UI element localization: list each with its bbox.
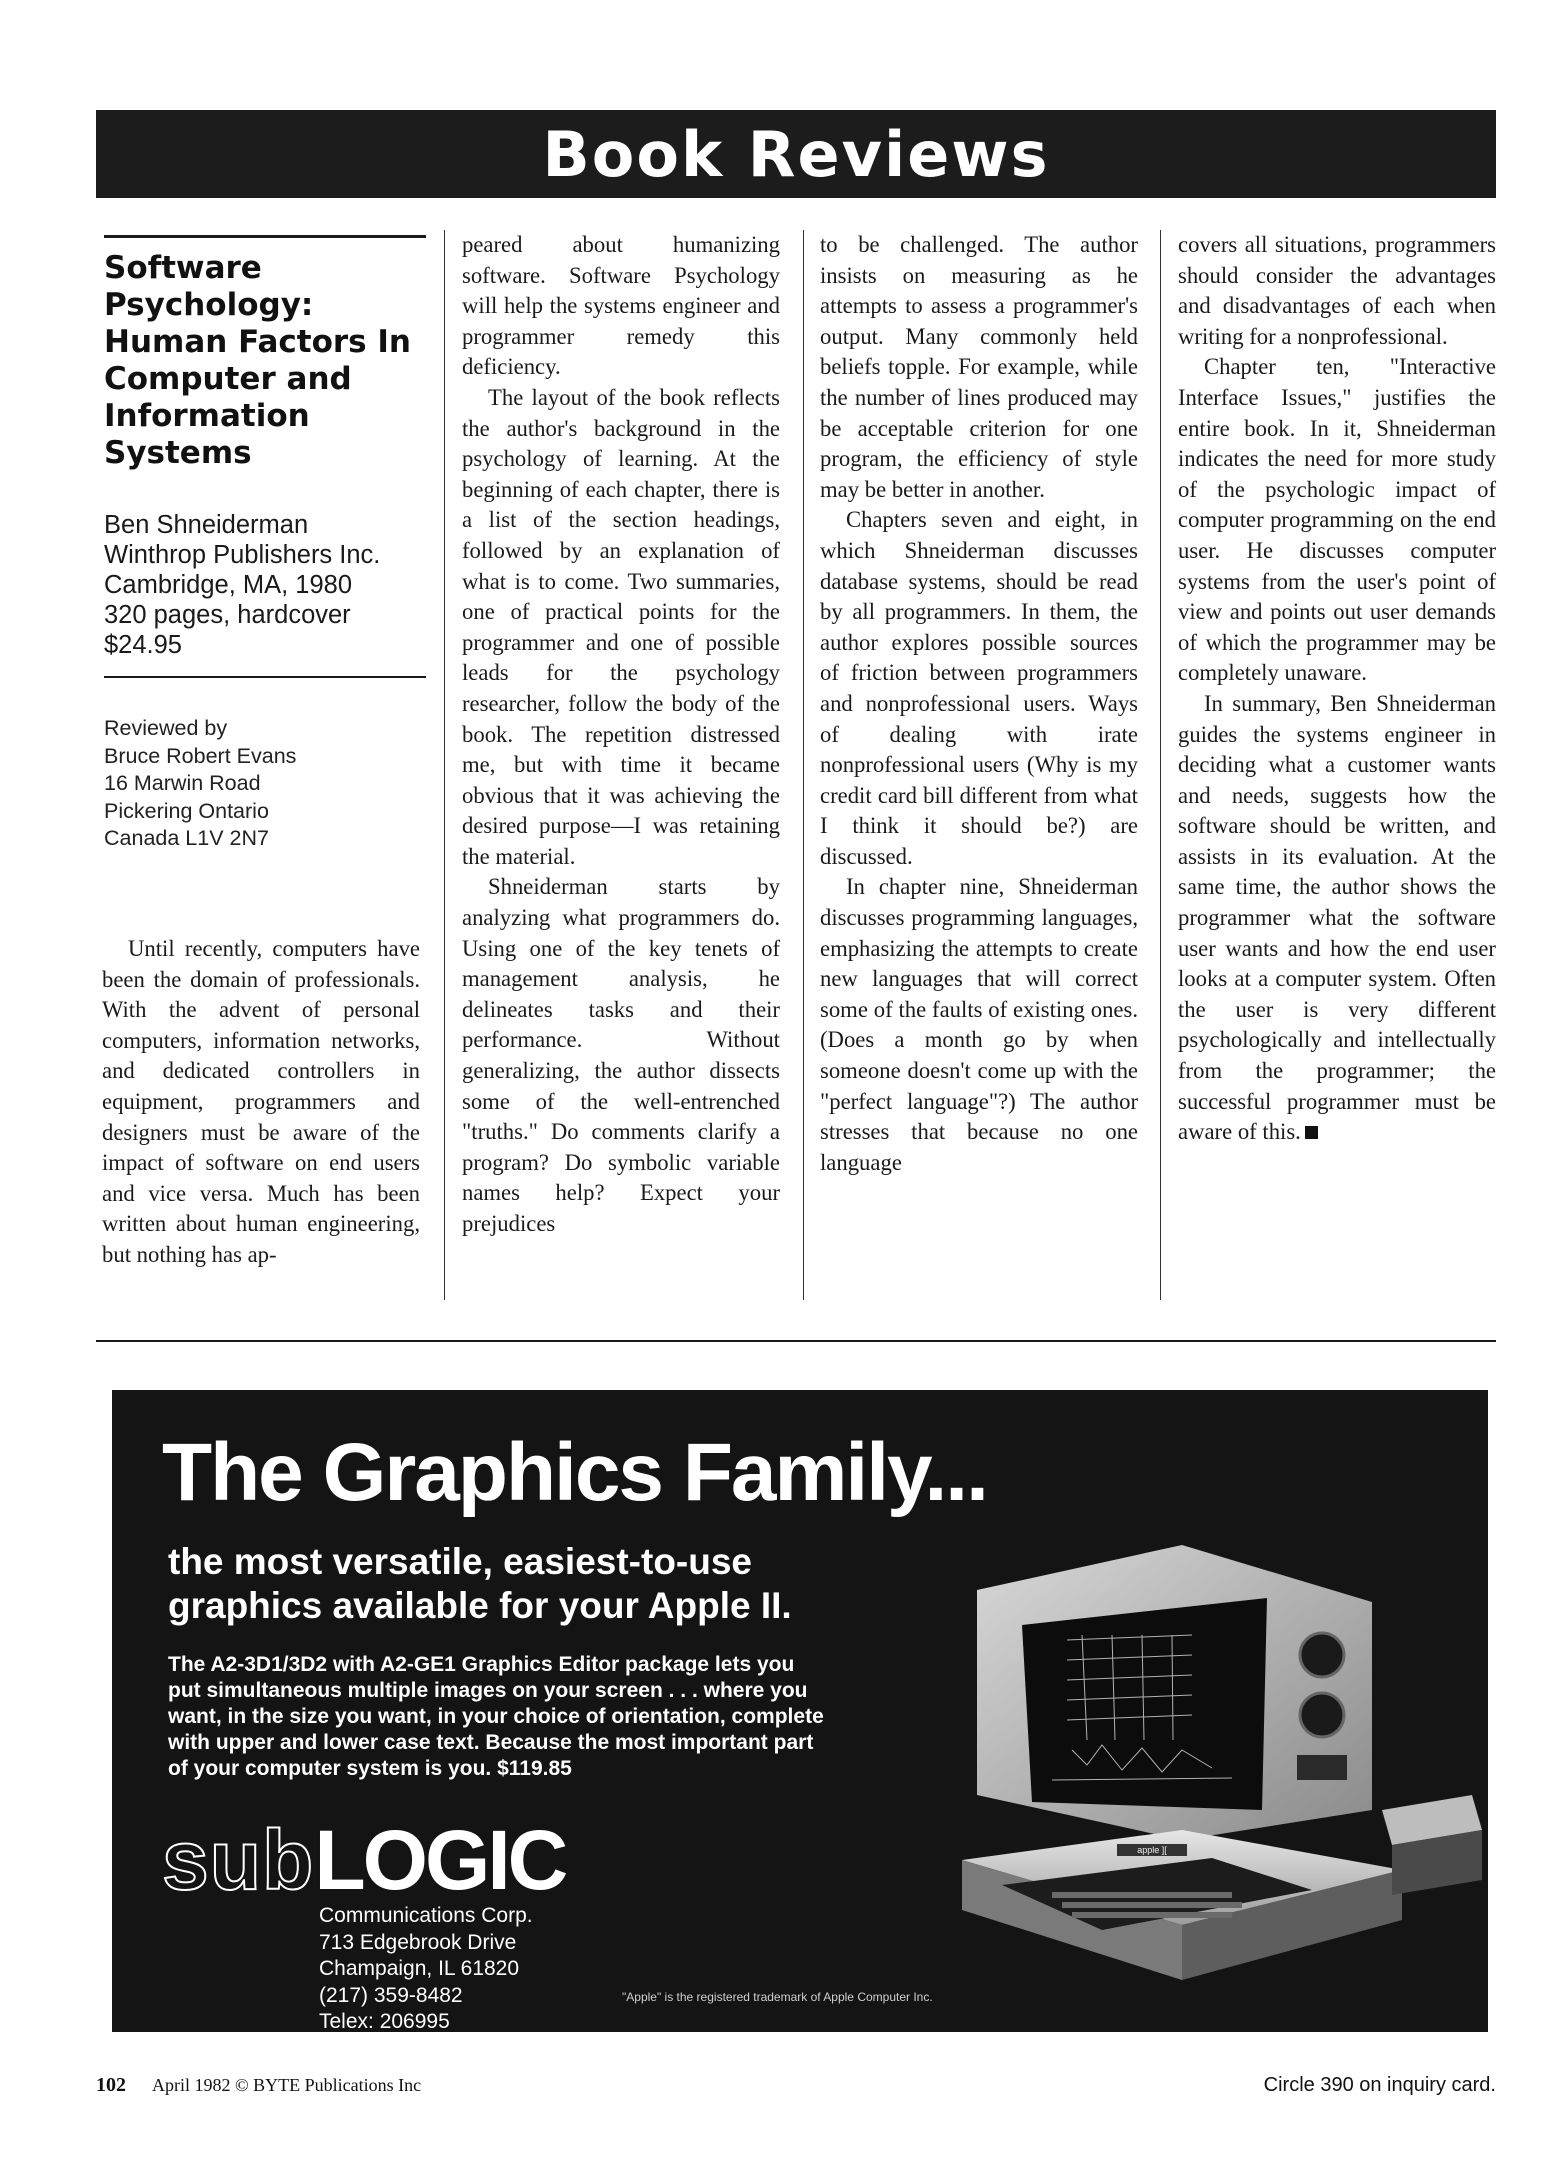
book-details bbox=[104, 510, 434, 660]
paragraph: In chapter nine, Shneiderman discusses programming languages, emphasizing the attempts to create new languages that will correct some of the faults of existing ones. (Does a month go by when someone doesn't come up with the "perfect language"?) The author stresses that because no one language bbox=[820, 874, 1138, 1175]
book-title: Software Psychology: Human Factors In Computer and Information Systems bbox=[104, 250, 412, 471]
title-top-rule bbox=[104, 235, 426, 238]
disk-drive bbox=[1382, 1795, 1482, 1895]
paragraph: covers all situations, programmers should consider the advantages and disadvantages of each when writing for a nonprofessional. bbox=[1178, 232, 1496, 349]
sublogic-advertisement bbox=[112, 1390, 1488, 2032]
reviewer-info: Reviewed by Bruce Robert Evans 16 Marwin Road Pickering Ontario Canada L1V 2N7 bbox=[104, 715, 434, 853]
paragraph: Chapters seven and eight, in which Shneiderman discusses database systems, should be read by all programmers. In them, the author explores possible sources of friction between programmers and nonprofessional users. Ways of dealing with irate nonprofessional users (Why is my credit card bill different from what I think it should be?) are discussed. bbox=[820, 507, 1138, 869]
book-location: Cambridge, MA, 1980 bbox=[104, 571, 353, 599]
ad-body-copy: The A2-3D1/3D2 with A2-GE1 Graphics Editor package lets you put simultaneous multiple images on your screen . . . where you want, in the size you want, in your choice of orientation, complete with upper and lower case text. Because the most important part of your computer system is you. $119.85 bbox=[168, 1653, 824, 1780]
reviewer-name: Bruce Robert Evans bbox=[104, 743, 297, 768]
ad-headline: The Graphics Family... bbox=[162, 1427, 987, 1518]
paragraph: peared about humanizing software. Software Psychology will help the systems engineer and programmer remedy this deficiency. bbox=[462, 232, 780, 380]
apple-computer-photo bbox=[882, 1540, 1482, 2010]
meta-divider bbox=[104, 676, 426, 678]
issue-info: April 1982 © BYTE Publications Inc bbox=[152, 2075, 422, 2095]
apple-ii-computer bbox=[962, 1830, 1402, 1980]
paragraph: In summary, Ben Shneiderman guides the systems engineer in deciding what a customer wants and needs, suggests how the software should be written, and assists in its evaluation. At the same time, the author shows the programmer what the software user wants and how the end user looks at a computer system. Often the user is very different psychologically and intellectually from the programmer; the successful programmer must be aware of this. bbox=[1178, 690, 1496, 1145]
book-review-article bbox=[96, 230, 1496, 1315]
end-of-article-mark bbox=[1305, 1126, 1318, 1139]
section-header-banner bbox=[96, 110, 1496, 198]
column-divider bbox=[1160, 230, 1161, 1300]
book-publisher: Winthrop Publishers Inc. bbox=[104, 541, 381, 569]
trademark-notice: "Apple" is the registered trademark of Apple Computer Inc. bbox=[622, 1990, 933, 2004]
paragraph: Chapter ten, "Interactive Interface Issues," justifies the entire book. In it, Shneiderman indicates the need for more study of the psychologic impact of computer programming on the end user. He discusses computer systems from the user's point of view and points out user demands of which the programmer may be completely unaware. bbox=[1178, 354, 1496, 686]
book-price: $24.95 bbox=[104, 631, 182, 659]
paragraph: The layout of the book reflects the author's background in the psychology of learning. At the beginning of each chapter, there is a list of the section headings, followed by an explanation of what is to come. Two summaries, one of practical points for the programmer and one of possible leads for the psychology researcher, follow the body of the book. The repetition distressed me, but with time it became obvious that it was achieving the desired purpose—I was retaining the material. bbox=[462, 384, 780, 869]
review-column-1 bbox=[102, 934, 420, 1271]
page-number: 102 bbox=[96, 2074, 126, 2096]
paragraph: to be challenged. The author insists on measuring as he attempts to assess a programmer's output. Many commonly held beliefs topple. For example, while the number of lines produced may be acceptable criterion for one program, the efficiency of style may be better in another. bbox=[820, 232, 1138, 502]
page-footer bbox=[96, 2074, 421, 2097]
review-column-4 bbox=[1178, 230, 1496, 1148]
paragraph: Until recently, computers have been the domain of professionals. With the advent of personal computers, information networks, and dedicated controllers in equipment, programmers and designers must be aware of the impact of software on end users and vice versa. Much has been written about human engineering, but nothing has ap- bbox=[102, 936, 420, 1267]
monitor bbox=[977, 1545, 1372, 1840]
review-column-2 bbox=[462, 230, 780, 1240]
book-author: Ben Shneiderman bbox=[104, 511, 309, 539]
computer-badge: apple ][ bbox=[1137, 1845, 1167, 1855]
inquiry-notice: Circle 390 on inquiry card. bbox=[1263, 2074, 1496, 2096]
column-divider bbox=[444, 230, 445, 1300]
paragraph: Shneiderman starts by analyzing what programmers do. Using one of the key tenets of management analysis, he delineates tasks and their performance. Without generalizing, the author dissects some of the well-entrenched "truths." Do comments clarify a program? Do symbolic variable names help? Expect your prejudices bbox=[462, 874, 780, 1236]
section-title: Book Reviews bbox=[542, 117, 1050, 191]
review-column-3 bbox=[820, 230, 1138, 1178]
section-divider bbox=[96, 1340, 1496, 1342]
column-divider bbox=[803, 230, 804, 1300]
company-address: Communications Corp. 713 Edgebrook Drive Champaign, IL 61820 (217) 359-8482 Telex: 206995 bbox=[319, 1904, 533, 2032]
ad-subhead: the most versatile, easiest-to-use graphics available for your Apple II. bbox=[168, 1541, 792, 1626]
sublogic-logo: subLOGIC bbox=[162, 1813, 566, 1907]
book-format: 320 pages, hardcover bbox=[104, 601, 351, 629]
